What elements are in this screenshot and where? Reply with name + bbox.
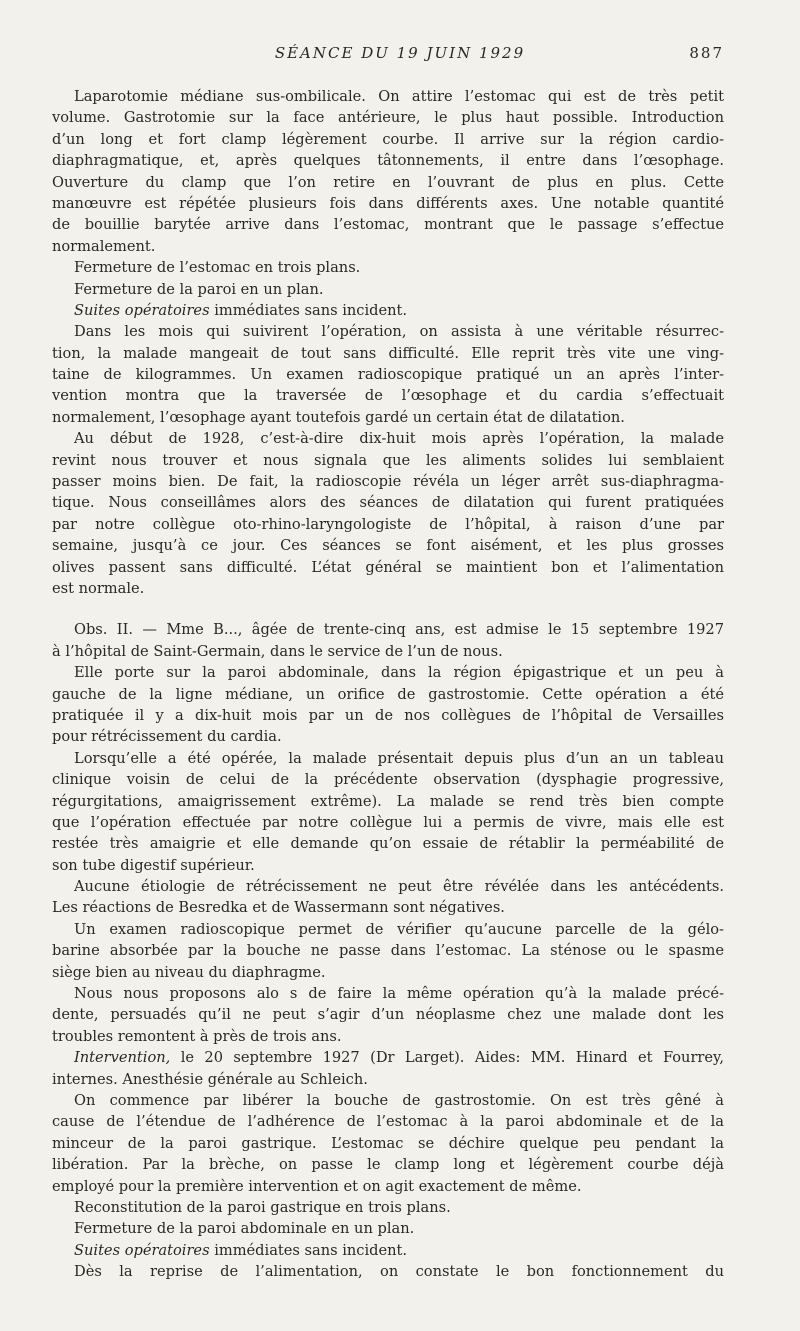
text-line: Ouverture du clamp que l’on retire en l’ouvrant de plus en plus. Cette	[52, 173, 724, 191]
text-line: de bouillie barytée arrive dans l’estomac, montrant que le passage s’effectue	[52, 216, 724, 234]
text-line: Dès la reprise de l’alimentation, on constate le bon fonctionnement du	[74, 1263, 724, 1281]
text-line: par notre collègue oto-rhino-laryngologiste de l’hôpital, à raison d’une par	[52, 515, 724, 533]
text-line: Elle porte sur la paroi abdominale, dans la région épigastrique et un peu à	[74, 664, 724, 682]
text-line: est normale.	[52, 579, 145, 597]
text-line: pratiquée il y a dix-huit mois par un de nos collègues de l’hôpital de Versailles	[52, 706, 724, 724]
text-line: olives passent sans difficulté. L’état général se maintient bon et l’alimentation	[52, 558, 724, 576]
text-line: Aucune étiologie de rétrécissement ne peut être révélée dans les antécédents.	[74, 878, 724, 896]
italic-run: Intervention,	[74, 1049, 171, 1067]
text-line: normalement, l’œsophage ayant toutefois gardé un certain état de dilatation.	[52, 408, 625, 426]
text-line: Lorsqu’elle a été opérée, la malade présentait depuis plus d’un an un tableau	[74, 749, 724, 767]
text-line: Fermeture de l’estomac en trois plans.	[74, 259, 361, 277]
page-number: 887	[689, 44, 724, 62]
italic-run: Suites opératoires	[74, 1241, 210, 1259]
italic-run: Suites opératoires	[74, 301, 210, 319]
text-line: taine de kilogrammes. Un examen radioscopique pratiqué un an après l’inter-	[52, 366, 724, 384]
text-line: régurgitations, amaigrissement extrême). La malade se rend très bien compte	[52, 792, 724, 810]
text-line: On commence par libérer la bouche de gastrostomie. On est très gêné à	[74, 1091, 724, 1109]
text-line: manœuvre est répétée plusieurs fois dans différents axes. Une notable quantité	[52, 194, 724, 212]
text-line: internes. Anesthésie générale au Schleich.	[52, 1070, 368, 1088]
text-line: revint nous trouver et nous signala que les aliments solides lui semblaient	[52, 451, 724, 469]
text-line: son tube digestif supérieur.	[52, 856, 255, 874]
text-line: Intervention, le 20 septembre 1927 (Dr Larget). Aides: MM. Hinard et Fourrey,	[74, 1049, 724, 1067]
text-line: gauche de la ligne médiane, un orifice de gastrostomie. Cette opération a été	[52, 685, 724, 703]
text-line: Laparotomie médiane sus-ombilicale. On attire l’estomac qui est de très petit	[74, 88, 724, 105]
text-line: Suites opératoires immédiates sans incident.	[74, 1241, 408, 1259]
text-line: siège bien au niveau du diaphragme.	[52, 963, 326, 981]
text-line: clinique voisin de celui de la précédente observation (dysphagie progressive,	[52, 771, 724, 789]
text-line: employé pour la première intervention et on agit exactement de même.	[52, 1177, 582, 1195]
running-header	[0, 44, 800, 68]
body-text	[52, 86, 724, 1282]
text-line: Dans les mois qui suivirent l’opération, on assista à une véritable résurrec-	[74, 323, 724, 341]
text-line: Reconstitution de la paroi gastrique en trois plans.	[74, 1198, 451, 1216]
text-line: volume. Gastrotomie sur la face antérieure, le plus haut possible. Introduction	[52, 109, 724, 127]
text-line: passer moins bien. De fait, la radioscopie révéla un léger arrêt sus-diaphragma-	[52, 473, 724, 491]
text-line: Fermeture de la paroi abdominale en un plan.	[74, 1220, 415, 1238]
text-line: que l’opération effectuée par notre collègue lui a permis de vivre, mais elle est	[52, 813, 724, 831]
text-line: tique. Nous conseillâmes alors des séances de dilatation qui furent pratiquées	[52, 494, 724, 512]
text-line: Suites opératoires immédiates sans incident.	[74, 301, 408, 319]
text-line: troubles remontent à près de trois ans.	[52, 1027, 342, 1045]
text-line: normalement.	[52, 237, 156, 255]
text-line: cause de l’étendue de l’adhérence de l’estomac à la paroi abdominale et de la	[52, 1113, 724, 1131]
text-line: Un examen radioscopique permet de vérifier qu’aucune parcelle de la gélo-	[74, 920, 724, 938]
text-line: minceur de la paroi gastrique. L’estomac se déchire quelque peu pendant la	[52, 1134, 724, 1152]
text-line: dente, persuadés qu’il ne peut s’agir d’un néoplasme chez une malade dont les	[52, 1006, 724, 1024]
text-line: restée très amaigrie et elle demande qu’on essaie de rétablir la perméabilité de	[52, 835, 724, 853]
text-line: tion, la malade mangeait de tout sans difficulté. Elle reprit très vite une ving-	[52, 344, 724, 362]
text-line: semaine, jusqu’à ce jour. Ces séances se font aisément, et les plus grosses	[52, 537, 724, 555]
text-line: vention montra que la traversée de l’œsophage et du cardia s’effectuait	[52, 387, 724, 405]
text-line: diaphragmatique, et, après quelques tâtonnements, il entre dans l’œsophage.	[52, 152, 724, 170]
text-line: Les réactions de Besredka et de Wassermann sont négatives.	[52, 899, 505, 917]
block-gap	[52, 599, 724, 619]
text-line: Au début de 1928, c’est-à-dire dix-huit mois après l’opération, la malade	[74, 430, 724, 448]
text-line: barine absorbée par la bouche ne passe dans l’estomac. La sténose ou le spasme	[52, 942, 724, 960]
text-line: Obs. II. — Mme B..., âgée de trente-cinq ans, est admise le 15 septembre 1927	[74, 621, 724, 639]
text-line: à l’hôpital de Saint-Germain, dans le service de l’un de nous.	[52, 642, 503, 660]
text-line: d’un long et fort clamp légèrement courbe. Il arrive sur la région cardio-	[52, 130, 724, 148]
text-line: libération. Par la brèche, on passe le clamp long et légèrement courbe déjà	[52, 1156, 724, 1174]
text-line: pour rétrécissement du cardia.	[52, 728, 282, 746]
text-line: Fermeture de la paroi en un plan.	[74, 280, 324, 298]
header-title: SÉANCE DU 19 JUIN 1929	[274, 44, 526, 62]
text-line: Nous nous proposons alo s de faire la même opération qu’à la malade précé-	[74, 985, 724, 1003]
